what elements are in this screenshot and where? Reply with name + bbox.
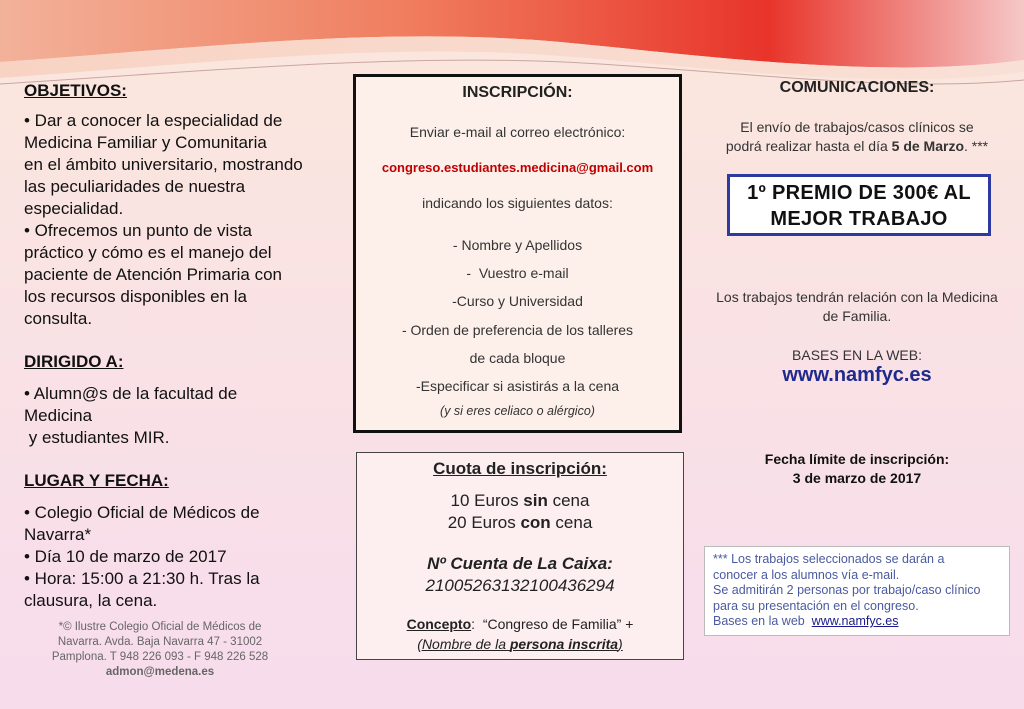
concepto-label: Concepto	[406, 616, 472, 632]
premio-line2: MEJOR TRABAJO	[770, 208, 948, 230]
cuenta-number: 21005263132100436294	[425, 576, 615, 595]
objetivos-line: paciente de Atención Primaria con	[24, 265, 282, 284]
nombre-close: )	[618, 636, 623, 652]
cuenta-label: Nº Cuenta de La Caixa:	[427, 554, 613, 573]
objetivos-line: práctico y cómo es el manejo del	[24, 243, 272, 262]
comunicaciones-deadline: 5 de Marzo	[891, 138, 964, 154]
nota-bases-prefix: Bases en la web	[713, 614, 812, 628]
bases-link-row	[697, 366, 1017, 386]
dirigido-line: Medicina	[24, 406, 93, 425]
lugar-heading: LUGAR Y FECHA:	[24, 471, 169, 490]
footnote-line: Pamplona. T 948 226 093 - F 948 226 528	[51, 651, 269, 663]
nota-bases-line	[713, 614, 1001, 630]
concepto-line	[357, 616, 683, 632]
bases-web-link[interactable]: www.namfyc.es	[782, 364, 932, 386]
concepto-text: : “Congreso de Familia” +	[471, 616, 634, 632]
relacion-line: de Familia.	[822, 308, 892, 324]
inscripcion-indicando: indicando los siguientes datos:	[422, 195, 613, 211]
relacion-text	[697, 288, 1017, 326]
cuota-title: Cuota de inscripción:	[433, 459, 607, 478]
inscripcion-item: - Vuestro e-mail	[466, 265, 569, 281]
fecha-limite-label: Fecha límite de inscripción:	[764, 451, 950, 467]
fecha-limite-date: 3 de marzo de 2017	[792, 470, 922, 486]
comunicaciones-line2	[697, 137, 1017, 156]
nota-box	[704, 546, 1010, 636]
cuota-line1-prefix: 10 Euros	[450, 491, 524, 510]
relacion-line: Los trabajos tendrán relación con la Medicina	[716, 289, 998, 305]
inscripcion-intro: Enviar e-mail al correo electrónico:	[409, 124, 626, 140]
cuota-line-sin	[357, 491, 683, 511]
inscripcion-item: - Nombre y Apellidos	[452, 237, 583, 253]
nota-line: conocer a los alumnos vía e-mail.	[713, 567, 900, 582]
cuota-line2-suffix: cena	[550, 513, 593, 532]
dirigido-heading: DIRIGIDO A:	[24, 352, 124, 371]
objetivos-line: las peculiaridades de nuestra	[24, 177, 246, 196]
bases-label: BASES EN LA WEB:	[792, 347, 922, 363]
inscripcion-item: de cada bloque	[469, 350, 566, 366]
lugar-line: • Hora: 15:00 a 21:30 h. Tras la	[24, 569, 260, 588]
cuota-line2-bold: con	[520, 513, 551, 532]
inscripcion-item: -Curso y Universidad	[452, 293, 583, 309]
comunicaciones-line2-suffix: . ***	[964, 138, 989, 154]
inscripcion-note: (y si eres celiaco o alérgico)	[440, 404, 595, 418]
fecha-limite	[697, 450, 1017, 488]
inscripcion-box	[353, 74, 682, 433]
comunicaciones-line: El envío de trabajos/casos clínicos se	[740, 119, 974, 135]
objetivos-line: • Ofrecemos un punto de vista	[24, 221, 253, 240]
nombre-line	[357, 636, 683, 652]
comunicaciones-text	[697, 118, 1017, 156]
nota-line: Se admitirán 2 personas por trabajo/caso clínico	[713, 583, 981, 597]
nota-line: *** Los trabajos seleccionados se darán a	[713, 552, 945, 566]
lugar-line: • Día 10 de marzo de 2017	[24, 547, 227, 566]
cuota-box	[356, 452, 684, 660]
objetivos-line: en el ámbito universitario, mostrando	[24, 155, 303, 174]
dirigido-line: • Alumn@s de la facultad de	[24, 384, 238, 403]
inscripcion-email-link[interactable]: congreso.estudiantes.medicina@gmail.com	[381, 160, 654, 175]
objetivos-heading: OBJETIVOS:	[24, 81, 127, 100]
nota-bases-link[interactable]: www.namfyc.es	[811, 614, 899, 628]
lugar-line: • Colegio Oficial de Médicos de	[24, 503, 260, 522]
cuota-line-con	[357, 513, 683, 533]
dirigido-line: y estudiantes MIR.	[24, 428, 170, 447]
objetivos-line: Medicina Familiar y Comunitaria	[24, 133, 267, 152]
footnote-email: admon@medena.es	[105, 666, 215, 678]
objetivos-line: los recursos disponibles en la	[24, 287, 248, 306]
lugar-line: Navarra*	[24, 525, 92, 544]
footnote-line: *© Ilustre Colegio Oficial de Médicos de	[58, 621, 262, 633]
lugar-line: clausura, la cena.	[24, 591, 158, 610]
left-column	[24, 80, 342, 612]
inscripcion-item: - Orden de preferencia de los talleres	[401, 322, 634, 338]
comunicaciones-heading: COMUNICACIONES:	[779, 79, 935, 96]
nombre-bold: persona inscrita	[509, 636, 619, 652]
footnote	[30, 620, 290, 680]
cuota-line1-bold: sin	[523, 491, 548, 510]
inscripcion-item: -Especificar si asistirás a la cena	[415, 378, 620, 394]
premio-box	[727, 174, 991, 236]
nota-line: para su presentación en el congreso.	[713, 598, 919, 613]
inscripcion-title: INSCRIPCIÓN:	[462, 84, 573, 101]
objetivos-line: • Dar a conocer la especialidad de	[24, 111, 283, 130]
cuota-line1-suffix: cena	[547, 491, 590, 510]
nombre-open: (Nombre de la	[417, 636, 510, 652]
footnote-line: Navarra. Avda. Baja Navarra 47 - 31002	[57, 636, 263, 648]
premio-line1: 1º PREMIO DE 300€ AL	[747, 182, 971, 204]
objetivos-line: especialidad.	[24, 199, 124, 218]
cuota-line2-prefix: 20 Euros	[447, 513, 521, 532]
objetivos-line: consulta.	[24, 309, 93, 328]
comunicaciones-line2-prefix: podrá realizar hasta el día	[725, 138, 892, 154]
